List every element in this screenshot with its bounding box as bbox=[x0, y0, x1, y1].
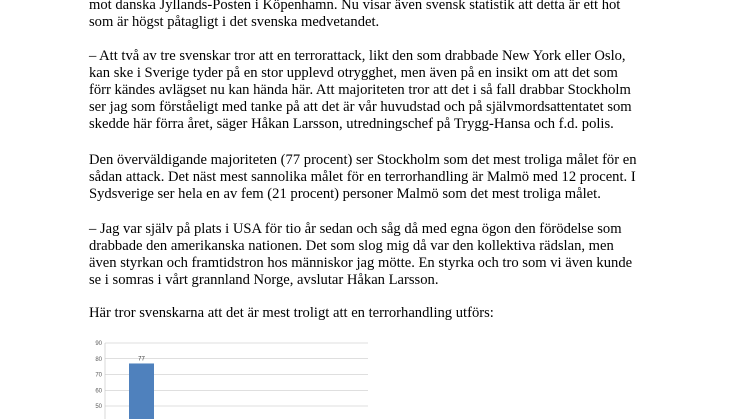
bar-data-label: 77 bbox=[138, 356, 145, 363]
y-tick-label: 90 bbox=[95, 341, 102, 347]
paragraph-4-line-1: – Jag var själv på plats i USA för tio år sedan och såg då med egna ögon den förödelse som bbox=[89, 221, 622, 237]
paragraph-4-line-3: även styrkan och framtidstron hos människor jag mötte. En styrka och tro som vi även kunde bbox=[89, 255, 633, 271]
paragraph-3-line-1: Den överväldigande majoriteten (77 procent) ser Stockholm som det mest troliga målet för en bbox=[89, 152, 637, 168]
y-tick-label: 60 bbox=[95, 388, 102, 395]
y-tick-label: 80 bbox=[95, 356, 102, 363]
y-tick-label: 50 bbox=[95, 404, 102, 410]
bar-stockholm bbox=[129, 363, 154, 419]
paragraph-2-line-4: ser jag som förståeligt med tanke på att det är vår huvudstad och på självmordsattentatet som bbox=[89, 99, 632, 115]
paragraph-5-line-1: Här tror svenskarna att det är mest troligt att en terrorhandling utförs: bbox=[89, 305, 494, 321]
paragraph-2-line-3: förr kändes avlägset nu kan hända här. Att majoriteten tror att det i så fall drabbar Stockholm bbox=[89, 82, 631, 98]
paragraph-1-line-1: mot danska Jyllands-Posten i Köpenhamn. Nu visar även svensk statistik att detta är ett hot bbox=[89, 0, 621, 13]
paragraph-3-line-2: sådan attack. Det näst mest sannolika målet för en terrorhandling är Malmö med 12 procent. I bbox=[89, 169, 636, 185]
paragraph-1-line-2: som är högst påtagligt i det svenska medvetandet. bbox=[89, 14, 380, 30]
paragraph-2-line-1: – Att två av tre svenskar tror att en terrorattack, likt den som drabbade New York eller Oslo, bbox=[89, 48, 626, 64]
paragraph-4-line-4: se i somras i vårt grannland Norge, avslutar Håkan Larsson. bbox=[89, 272, 439, 288]
paragraph-3-line-3: Sydsverige ser hela en av fem (21 procent) personer Malmö som det mest troliga målet. bbox=[89, 186, 601, 202]
paragraph-4-line-2: drabbade den amerikanska nationen. Det som slog mig då var den kollektiva rädslan, men bbox=[89, 238, 614, 254]
y-tick-label: 70 bbox=[95, 372, 102, 379]
paragraph-2-line-5: skedde här förra året, säger Håkan Larsson, utredningschef på Trygg-Hansa och f.d. polis. bbox=[89, 116, 614, 132]
paragraph-2-line-2: kan ske i Sverige tyder på en stor upplevd otrygghet, men även på en insikt om att det som bbox=[89, 65, 618, 81]
